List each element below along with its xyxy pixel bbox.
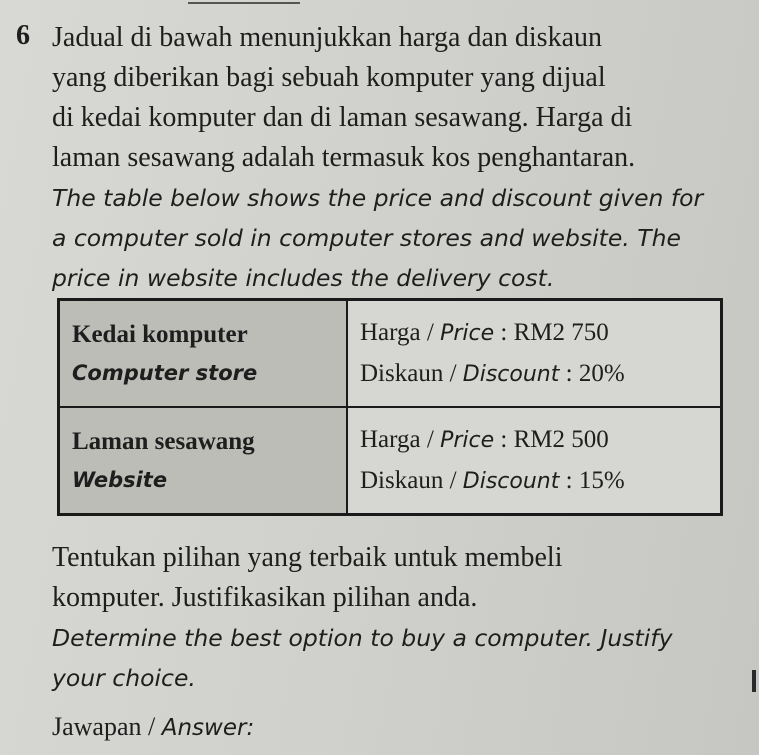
intro-en-line: a computer sold in computer stores and website. The xyxy=(52,224,681,252)
price-value: : RM2 750 xyxy=(494,318,609,346)
seller-cell xyxy=(59,407,348,515)
intro-paragraph-english xyxy=(52,178,742,298)
price-line xyxy=(360,313,708,354)
question-english xyxy=(52,618,742,698)
discount-value: : 15% xyxy=(559,466,625,494)
intro-ms-line: yang diberikan bagi sebuah komputer yang dijual xyxy=(52,62,606,93)
answer-label xyxy=(52,712,254,742)
seller-cell xyxy=(59,300,348,408)
question-ms-line: Tentukan pilihan yang terbaik untuk membeli xyxy=(52,542,563,573)
question-ms-line: komputer. Justifikasikan pilihan anda. xyxy=(52,582,478,613)
intro-en-line: price in website includes the delivery cost. xyxy=(52,264,555,292)
discount-label-malay: Diskaun / xyxy=(360,359,463,387)
discount-line xyxy=(360,461,708,502)
discount-label-malay: Diskaun / xyxy=(360,466,463,494)
top-rule xyxy=(188,2,300,4)
table-row xyxy=(59,300,722,408)
price-cell xyxy=(347,407,722,515)
intro-ms-line: laman sesawang adalah termasuk kos penghantaran. xyxy=(52,142,636,173)
intro-ms-line: Jadual di bawah menunjukkan harga dan diskaun xyxy=(52,22,603,53)
price-label-malay: Harga / xyxy=(360,318,441,346)
price-cell xyxy=(347,300,722,408)
discount-label-english: Discount xyxy=(462,361,560,387)
price-value: : RM2 500 xyxy=(494,425,609,453)
question-en-line: your choice. xyxy=(52,664,196,692)
seller-name-malay: Kedai komputer xyxy=(72,320,248,348)
question-number: 6 xyxy=(16,20,30,51)
discount-value: : 20% xyxy=(559,359,625,387)
intro-en-line: The table below shows the price and discount given for xyxy=(52,184,704,212)
question-malay xyxy=(52,538,742,618)
intro-paragraph-malay xyxy=(52,18,742,178)
price-discount-table xyxy=(57,298,723,516)
seller-name-english: Website xyxy=(72,467,168,492)
price-line xyxy=(360,420,708,461)
seller-name-english: Computer store xyxy=(72,360,258,385)
price-label-english: Price xyxy=(440,427,495,453)
seller-name-malay: Laman sesawang xyxy=(72,427,255,455)
answer-label-malay: Jawapan / xyxy=(52,712,162,741)
page-edge-mark xyxy=(752,670,756,692)
discount-line xyxy=(360,354,708,395)
answer-label-english: Answer: xyxy=(161,715,255,741)
price-label-english: Price xyxy=(440,320,495,346)
table-row xyxy=(59,407,722,515)
price-label-malay: Harga / xyxy=(360,425,441,453)
question-en-line: Determine the best option to buy a computer. Justify xyxy=(52,624,673,652)
intro-ms-line: di kedai komputer dan di laman sesawang. Harga di xyxy=(52,102,633,133)
discount-label-english: Discount xyxy=(462,468,560,494)
